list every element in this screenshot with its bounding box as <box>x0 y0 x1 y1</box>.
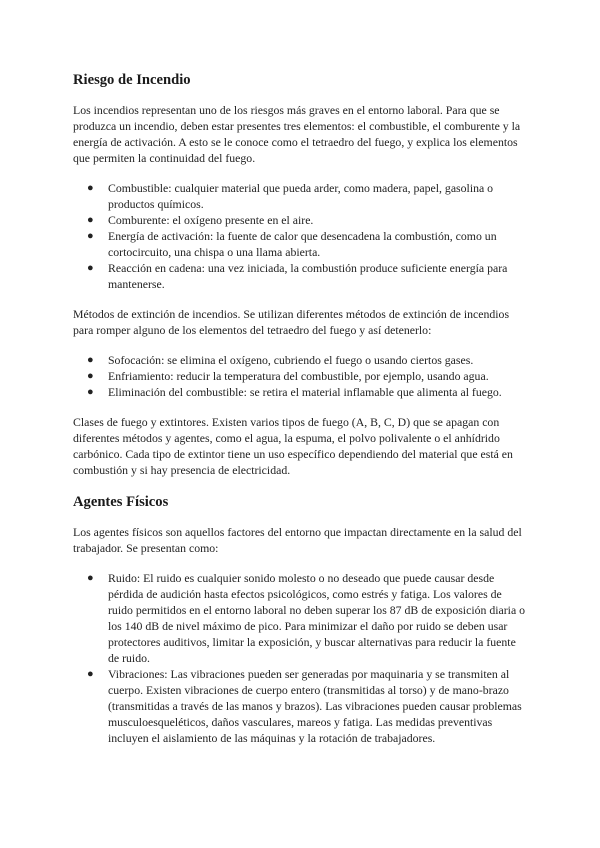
paragraph-intro-agentes: Los agentes físicos son aquellos factores del entorno que impactan directamente en la salud del trabajador. Se presentan como: <box>73 525 522 555</box>
list-item <box>73 260 529 292</box>
bullet-icon: ● <box>87 668 94 680</box>
bullet-icon: ● <box>87 572 94 584</box>
list-item-text: Combustible: cualquier material que pueda arder, como madera, papel, gasolina o productos químicos. <box>108 181 494 211</box>
list-item <box>73 228 529 260</box>
section-title-riesgo-incendio: Riesgo de Incendio <box>73 72 191 88</box>
list-item <box>73 180 529 212</box>
bullet-icon: ● <box>87 230 94 242</box>
bullet-icon: ● <box>87 354 94 366</box>
section-title-agentes-fisicos: Agentes Físicos <box>73 494 169 510</box>
list-item <box>73 384 529 400</box>
list-item <box>73 666 529 746</box>
bullet-icon: ● <box>87 262 94 274</box>
list-item-text: Ruido: El ruido es cualquier sonido molesto o no deseado que puede causar desde pérdida de audición hasta efectos psicológicos, como estrés y fatiga. Los valores de ruido permitidos en el entorno laboral no deben superar los 87 dB de exposición diaria o los 140 dB de nivel máximo de pico. Para minimizar el daño por ruido se deben usar protectores auditivos, limitar la exposición, y buscar alternativas para reducir la fuente de ruido. <box>108 571 526 665</box>
paragraph-intro-incendio: Los incendios representan uno de los riesgos más graves en el entorno laboral. Para que se produzca un incendio, deben estar presentes tres elementos: el combustible, el comburente y la energía de activación. A esto se le conoce como el tetraedro del fuego, y explica los elementos que permiten la continuidad del fuego. <box>73 103 521 165</box>
list-item <box>73 212 529 228</box>
list-item <box>73 352 529 368</box>
list-item <box>73 570 529 666</box>
document-page <box>73 70 529 746</box>
bullet-icon: ● <box>87 386 94 398</box>
paragraph-metodos-extincion: Métodos de extinción de incendios. Se utilizan diferentes métodos de extinción de incendios para romper alguno de los elementos del tetraedro del fuego y así detenerlo: <box>73 307 510 337</box>
list-item <box>73 368 529 384</box>
list-elementos-fuego <box>73 180 529 292</box>
list-item-text: Eliminación del combustible: se retira el material inflamable que alimenta al fuego. <box>108 385 502 399</box>
list-item-text: Sofocación: se elimina el oxígeno, cubriendo el fuego o usando ciertos gases. <box>108 353 474 367</box>
bullet-icon: ● <box>87 370 94 382</box>
bullet-icon: ● <box>87 182 94 194</box>
list-item-text: Comburente: el oxígeno presente en el aire. <box>108 213 314 227</box>
list-item-text: Enfriamiento: reducir la temperatura del combustible, por ejemplo, usando agua. <box>108 369 489 383</box>
bullet-icon: ● <box>87 214 94 226</box>
list-item-text: Energía de activación: la fuente de calor que desencadena la combustión, como un cortocircuito, una chispa o una llama abierta. <box>108 229 497 259</box>
paragraph-clases-fuego: Clases de fuego y extintores. Existen varios tipos de fuego (A, B, C, D) que se apagan con diferentes métodos y agentes, como el agua, la espuma, el polvo polivalente o el anhídrido carbónico. Cada tipo de extintor tiene un uso específico dependiendo del material que está en combustión y si hay presencia de electricidad. <box>73 415 513 477</box>
list-item-text: Vibraciones: Las vibraciones pueden ser generadas por maquinaria y se transmiten al cuerpo. Existen vibraciones de cuerpo entero (transmitidas al torso) y de mano-brazo (transmitidas a través de las manos y brazos). Las vibraciones pueden causar problemas musculoesqueléticos, daños vasculares, mareos y fatiga. Las medidas preventivas incluyen el aislamiento de las máquinas y la rotación de trabajadores. <box>108 667 522 745</box>
list-metodos-extincion <box>73 352 529 400</box>
list-item-text: Reacción en cadena: una vez iniciada, la combustión produce suficiente energía para mantenerse. <box>108 261 508 291</box>
list-agentes-fisicos <box>73 570 529 746</box>
